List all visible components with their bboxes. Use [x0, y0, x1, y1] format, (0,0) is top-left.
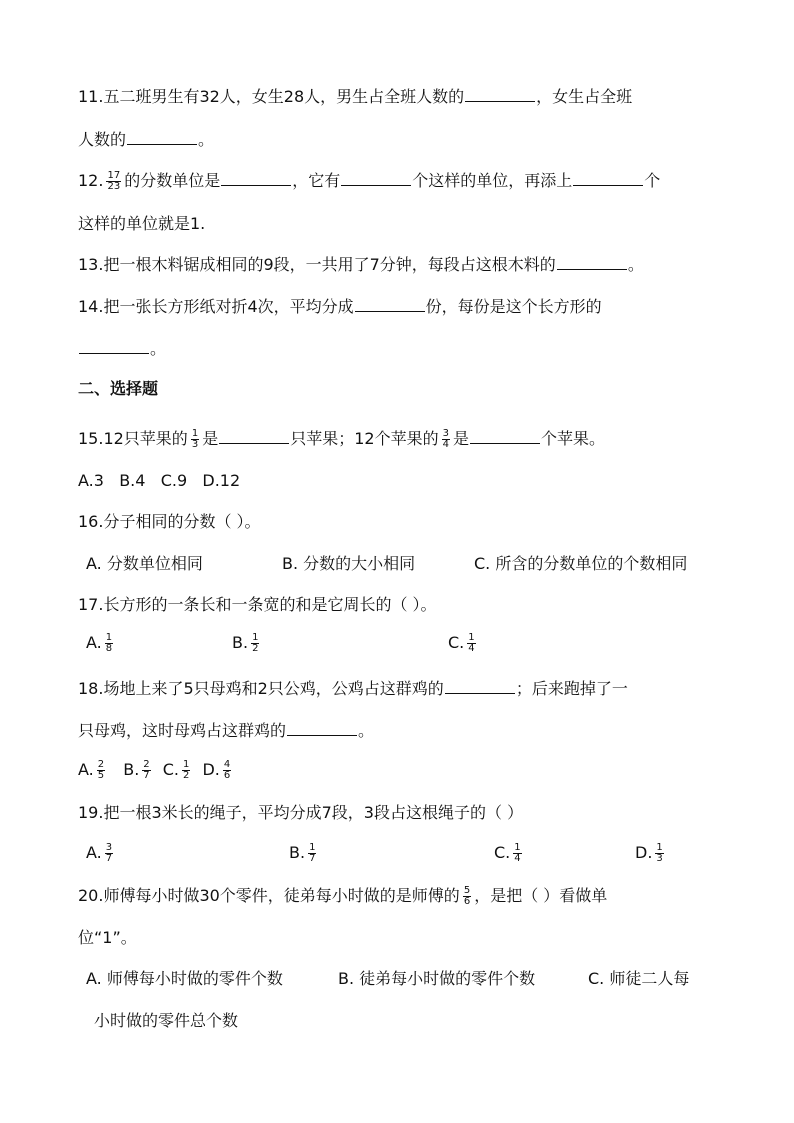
q12-text: 个 — [644, 171, 661, 190]
q20-line1 — [78, 885, 607, 907]
q12-text: 的分数单位是 — [124, 171, 221, 190]
q17-option-a[interactable] — [86, 632, 116, 654]
q20-option-a[interactable]: A. 师傅每小时做的零件个数 — [86, 969, 283, 988]
q15-text: 只苹果；12个苹果的 — [290, 429, 439, 448]
q17-option-b[interactable] — [232, 632, 262, 654]
fraction-numerator: 3 — [105, 842, 113, 853]
fraction-denominator: 7 — [309, 853, 316, 864]
option-letter: D. — [202, 760, 220, 779]
answer-blank[interactable] — [219, 429, 289, 444]
option-letter: C. — [448, 633, 465, 652]
q15-text: 个苹果。 — [540, 429, 605, 448]
answer-blank[interactable] — [557, 255, 627, 270]
q16-option-c[interactable]: C. 所含的分数单位的个数相同 — [474, 554, 688, 573]
q18-text: 。 — [358, 721, 375, 740]
section-heading: 二、选择题 — [78, 379, 159, 398]
fraction — [182, 760, 190, 781]
fraction-numerator: 2 — [97, 759, 105, 770]
q15-options: A.3 B.4 C.9 D.12 — [78, 471, 241, 490]
q20-line2: 位“1”。 — [78, 928, 137, 947]
q19-option-c[interactable] — [494, 842, 525, 864]
q19-option-d[interactable] — [635, 842, 667, 864]
fraction-numerator: 4 — [223, 759, 231, 770]
fraction-denominator: 3 — [191, 439, 199, 450]
fraction-numerator: 1 — [656, 842, 663, 853]
option-letter: A. — [86, 843, 102, 862]
fraction-numerator: 1 — [105, 632, 113, 643]
answer-blank[interactable] — [355, 297, 425, 312]
q15-text: 是 — [202, 429, 219, 448]
q11-text: ，女生占全班 — [536, 87, 633, 106]
fraction-denominator: 7 — [143, 770, 150, 781]
q20-option-c[interactable]: C. 师徒二人每 — [588, 969, 690, 988]
q12-text: 这样的单位就是1. — [78, 214, 206, 233]
q20-text: 20.师傅每小时做30个零件，徒弟每小时做的是师傅的 — [78, 886, 460, 905]
fraction-denominator: 4 — [514, 853, 521, 864]
q18-option-b[interactable] — [123, 760, 153, 779]
q12-text: 12. — [78, 171, 104, 190]
q18-text: 18.场地上来了5只母鸡和2只公鸡，公鸡占这群鸡的 — [78, 679, 444, 698]
answer-blank[interactable] — [470, 429, 540, 444]
q11-text: 11.五二班男生有32人，女生28人，男生占全班人数的 — [78, 87, 465, 106]
fraction — [467, 633, 475, 654]
q17-option-c[interactable] — [448, 632, 479, 654]
answer-blank[interactable] — [221, 171, 291, 186]
q13-text: 13.把一根木料锯成相同的9段，一共用了7分钟，每段占这根木料的 — [78, 255, 556, 274]
q14-text: 份，每份是这个长方形的 — [425, 297, 602, 316]
fraction-numerator: 3 — [442, 428, 449, 439]
fraction-denominator: 2 — [183, 770, 190, 781]
q16-stem: 16.分子相同的分数（ ）。 — [78, 512, 261, 531]
fraction — [463, 886, 471, 907]
q11-text: 人数的 — [78, 130, 127, 149]
fraction-numerator: 1 — [191, 428, 199, 439]
fraction — [223, 760, 231, 781]
fraction-numerator: 5 — [463, 885, 471, 896]
q13-line — [78, 254, 644, 276]
fraction — [105, 843, 113, 864]
fraction — [105, 633, 113, 654]
q16-option-a[interactable]: A. 分数单位相同 — [86, 554, 203, 573]
fraction-denominator: 2 — [252, 643, 259, 654]
option-letter: A. — [78, 760, 94, 779]
fraction-denominator: 4 — [468, 643, 475, 654]
answer-blank[interactable] — [445, 679, 515, 694]
q18-option-d[interactable] — [202, 760, 234, 779]
q12-text: ，它有 — [292, 171, 341, 190]
q20-text: ，是把（ ）看做单 — [474, 886, 608, 905]
fraction-numerator: 1 — [183, 759, 190, 770]
q15-line — [78, 428, 605, 450]
q15-text: 是 — [452, 429, 469, 448]
answer-blank[interactable] — [127, 130, 197, 145]
fraction — [191, 429, 199, 450]
q18-text: 只母鸡，这时母鸡占这群鸡的 — [78, 721, 287, 740]
answer-blank[interactable] — [573, 171, 643, 186]
q18-options — [78, 759, 234, 781]
option-letter: C. — [162, 760, 180, 779]
fraction — [513, 843, 521, 864]
q12-line1 — [78, 170, 660, 192]
fraction — [308, 843, 316, 864]
q19-option-a[interactable] — [86, 842, 116, 864]
option-letter: B. — [123, 760, 140, 779]
q19-option-b[interactable] — [289, 842, 319, 864]
q14-text: 。 — [150, 339, 167, 358]
fraction-denominator: 4 — [442, 439, 449, 450]
q14-text: 14.把一张长方形纸对折4次，平均分成 — [78, 297, 354, 316]
fraction-denominator: 6 — [223, 770, 231, 781]
fraction-numerator: 1 — [514, 842, 521, 853]
answer-blank[interactable] — [341, 171, 411, 186]
fraction — [251, 633, 259, 654]
q14-line1 — [78, 296, 602, 318]
q15-text: 15.12只苹果的 — [78, 429, 188, 448]
option-letter: C. — [494, 843, 511, 862]
q18-text: ；后来跑掉了一 — [515, 679, 628, 698]
q20-option-c-continued: 小时做的零件总个数 — [94, 1011, 239, 1030]
fraction — [442, 429, 450, 450]
option-letter: A. — [86, 633, 102, 652]
q20-option-b[interactable]: B. 徒弟每小时做的零件个数 — [338, 969, 536, 988]
fraction-numerator: 2 — [143, 759, 150, 770]
q16-option-b[interactable]: B. 分数的大小相同 — [282, 554, 416, 573]
fraction-denominator: 6 — [463, 896, 471, 907]
fraction — [655, 843, 663, 864]
q11-line1 — [78, 86, 632, 108]
fraction-numerator: 1 — [309, 842, 316, 853]
fraction-denominator: 5 — [97, 770, 105, 781]
option-letter: D. — [635, 843, 653, 862]
answer-blank[interactable] — [79, 339, 149, 354]
answer-blank[interactable] — [465, 87, 535, 102]
option-letter: B. — [289, 843, 306, 862]
fraction-numerator: 1 — [468, 632, 475, 643]
option-letter: B. — [232, 633, 249, 652]
q12-line2 — [78, 213, 205, 235]
q19-stem: 19.把一根3米长的绳子，平均分成7段，3段占这根绳子的（ ） — [78, 803, 524, 822]
fraction-numerator: 1 — [252, 632, 259, 643]
answer-blank[interactable] — [287, 721, 357, 736]
q14-line2 — [78, 338, 166, 360]
fraction-denominator: 23 — [107, 181, 121, 192]
q17-stem: 17.长方形的一条长和一条宽的和是它周长的（ ）。 — [78, 595, 437, 614]
fraction-denominator: 7 — [105, 853, 113, 864]
fraction — [97, 760, 105, 781]
q13-text: 。 — [627, 255, 644, 274]
q11-text: 。 — [198, 130, 215, 149]
fraction-denominator: 8 — [105, 643, 113, 654]
fraction — [142, 760, 150, 781]
q18-option-c[interactable] — [163, 760, 194, 779]
fraction-denominator: 3 — [656, 853, 663, 864]
q12-text: 个这样的单位，再添上 — [412, 171, 573, 190]
q11-line2 — [78, 129, 214, 151]
q18-line1 — [78, 678, 628, 700]
fraction — [106, 171, 121, 192]
q18-option-a[interactable] — [78, 760, 108, 779]
q18-line2 — [78, 720, 374, 742]
fraction-numerator: 17 — [107, 170, 121, 181]
